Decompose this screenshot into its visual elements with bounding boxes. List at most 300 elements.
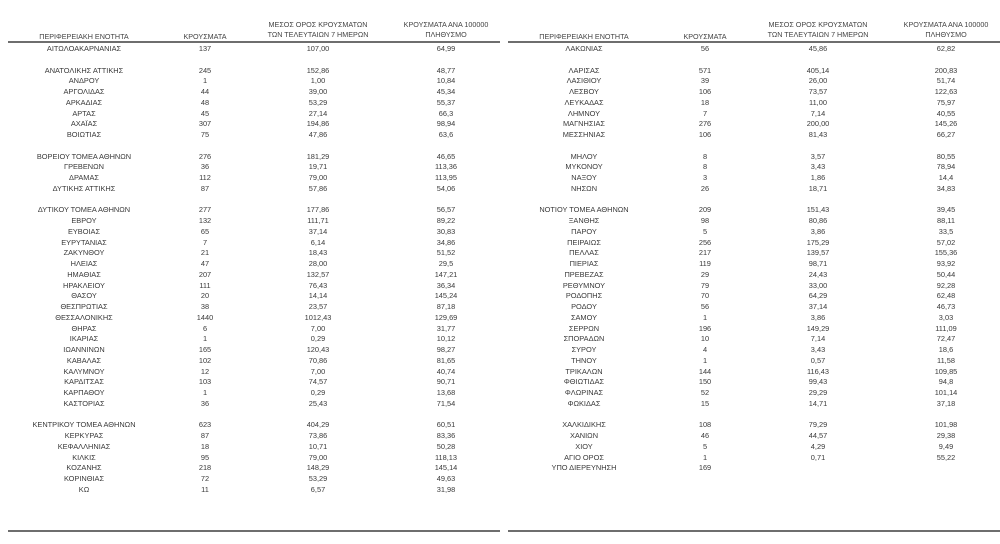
cell-avg7: 19,71	[308, 162, 328, 172]
cell-cases: 20	[200, 291, 210, 301]
cell-cases: 245	[198, 65, 212, 75]
header-per100k	[892, 20, 1000, 40]
cell-per100k: 92,28	[936, 280, 956, 290]
cell-region: ΚΕΦΑΛΛΗΝΙΑΣ	[57, 441, 111, 451]
cell-per100k: 60,51	[436, 420, 456, 430]
table-body-right	[508, 44, 1000, 474]
table-row	[508, 259, 1000, 270]
cell-region: ΠΕΙΡΑΙΩΣ	[567, 237, 601, 247]
table-row	[508, 162, 1000, 173]
cell-per100k: 45,34	[436, 87, 456, 96]
cell-region: ΕΥΒΟΙΑΣ	[67, 226, 101, 236]
cell-cases: 48	[200, 97, 210, 107]
cell-cases: 98	[700, 216, 710, 225]
cell-per100k: 66,3	[438, 108, 454, 118]
cell-region: ΑΧΑΪΑΣ	[70, 119, 98, 129]
table-row	[8, 485, 500, 496]
cell-per100k: 80,55	[936, 151, 956, 161]
cell-cases: 209	[698, 205, 712, 215]
table-row	[508, 324, 1000, 335]
cell-cases: 207	[198, 269, 212, 279]
table-row	[8, 281, 500, 292]
cell-region: ΗΡΑΚΛΕΙΟΥ	[63, 280, 105, 290]
cell-cases: 56	[700, 302, 710, 311]
cell-region: ΑΡΤΑΣ	[72, 108, 96, 118]
cell-per100k: 94,8	[938, 377, 954, 387]
cell-region: ΜΑΓΝΗΣΙΑΣ	[563, 119, 605, 129]
cell-region: ΝΑΞΟΥ	[571, 173, 597, 182]
cell-per100k: 71,54	[436, 398, 456, 408]
cell-avg7: 149,29	[806, 323, 830, 333]
cell-avg7: 53,29	[308, 97, 328, 107]
cell-cases: 26	[700, 183, 710, 193]
table-row	[508, 377, 1000, 388]
cell-cases: 75	[200, 130, 210, 139]
cell-cases: 44	[200, 87, 210, 96]
cell-region: ΣΠΟΡΑΔΩΝ	[563, 334, 605, 344]
cell-avg7: 73,57	[808, 87, 828, 96]
table-row	[508, 238, 1000, 249]
table-row	[508, 302, 1000, 313]
cell-region: ΝΟΤΙΟΥ ΤΟΜΕΑ ΑΘΗΝΩΝ	[539, 205, 629, 215]
cell-region: ΑΓΙΟ ΟΡΟΣ	[564, 452, 604, 462]
cell-region: ΣΑΜΟΥ	[570, 312, 598, 322]
cell-cases: 46	[700, 431, 710, 440]
cell-cases: 3	[702, 173, 708, 182]
header-avg7-line2: ΤΩΝ ΤΕΛΕΥΤΑΙΩΝ 7 ΗΜΕΡΩΝ	[767, 30, 869, 39]
cell-avg7: 23,57	[308, 302, 328, 311]
table-row	[8, 184, 500, 195]
cell-per100k: 34,83	[936, 183, 956, 193]
cell-region: ΧΙΟΥ	[575, 441, 593, 451]
cell-region: ΚΕΡΚΥΡΑΣ	[64, 431, 104, 440]
cell-avg7: 1,86	[810, 173, 826, 182]
cell-per100k: 31,77	[436, 323, 456, 333]
cell-cases: 106	[698, 87, 712, 96]
cell-cases: 137	[198, 44, 212, 53]
table-row	[8, 98, 500, 109]
cell-per100k: 55,22	[936, 452, 956, 462]
cell-per100k: 98,94	[436, 119, 456, 129]
cell-region: ΠΙΕΡΙΑΣ	[569, 259, 599, 268]
cell-cases: 1	[202, 388, 208, 397]
cell-avg7: 28,00	[308, 259, 328, 268]
cell-avg7: 24,43	[808, 269, 828, 279]
cell-avg7: 98,71	[808, 259, 828, 268]
bottom-rule	[508, 530, 1000, 532]
cell-cases: 8	[702, 162, 708, 172]
cell-cases: 5	[702, 441, 708, 451]
cell-per100k: 31,98	[436, 484, 456, 494]
table-row	[8, 259, 500, 270]
cell-per100k: 10,84	[436, 76, 456, 86]
cell-cases: 87	[200, 431, 210, 440]
cell-cases: 1	[702, 452, 708, 462]
table-row	[508, 227, 1000, 238]
table-row	[8, 345, 500, 356]
cell-per100k: 46,65	[436, 151, 456, 161]
table-row	[8, 227, 500, 238]
cell-per100k: 66,27	[936, 130, 956, 139]
cell-avg7: 132,57	[306, 269, 330, 279]
cell-avg7: 177,86	[306, 205, 330, 215]
cell-avg7: 139,57	[806, 248, 830, 258]
table-row	[8, 442, 500, 453]
cell-cases: 108	[698, 420, 712, 430]
cell-cases: 1440	[196, 312, 214, 322]
cell-avg7: 0,29	[310, 334, 326, 344]
cell-avg7: 47,86	[308, 130, 328, 139]
table-row	[508, 44, 1000, 55]
cell-per100k: 10,12	[436, 334, 456, 344]
cell-region: ΠΕΛΛΑΣ	[569, 248, 599, 258]
table-row	[8, 474, 500, 485]
table-row	[508, 87, 1000, 98]
cell-per100k: 33,5	[938, 226, 954, 236]
cell-per100k: 63,6	[438, 130, 454, 139]
bottom-rule	[8, 530, 500, 532]
cell-cases: 11	[201, 484, 209, 494]
cell-per100k: 51,74	[936, 76, 956, 86]
table-row	[8, 205, 500, 216]
cell-region: ΠΡΕΒΕΖΑΣ	[564, 269, 604, 279]
cell-avg7: 79,00	[308, 452, 328, 462]
cell-per100k: 88,11	[937, 216, 955, 225]
cell-avg7: 33,00	[808, 280, 828, 290]
cell-region: ΦΘΙΩΤΙΔΑΣ	[563, 377, 605, 387]
cell-cases: 52	[700, 388, 710, 397]
table-row	[508, 66, 1000, 77]
cell-per100k: 14,4	[938, 173, 954, 182]
cell-cases: 112	[199, 173, 211, 182]
cell-region: ΦΛΩΡΙΝΑΣ	[564, 388, 604, 397]
table-row	[8, 367, 500, 378]
cell-per100k: 40,55	[936, 108, 956, 118]
table-row	[8, 377, 500, 388]
table-row	[8, 238, 500, 249]
cell-per100k: 145,26	[934, 119, 958, 129]
cell-cases: 7	[702, 108, 708, 118]
cell-cases: 623	[198, 420, 212, 430]
cell-region: ΣΕΡΡΩΝ	[568, 323, 600, 333]
cell-per100k: 145,24	[434, 291, 458, 301]
cell-per100k: 113,95	[434, 173, 458, 182]
cell-region: ΙΩΑΝΝΙΝΩΝ	[63, 345, 105, 354]
cell-avg7: 175,29	[806, 237, 830, 247]
table-row	[508, 76, 1000, 87]
cell-per100k: 30,83	[436, 226, 456, 236]
cell-per100k: 129,69	[434, 312, 458, 322]
cell-per100k: 98,27	[436, 345, 456, 354]
cell-avg7: 3,86	[810, 312, 826, 322]
table-row	[8, 291, 500, 302]
cell-per100k: 64,99	[436, 44, 456, 53]
header-per100k	[392, 20, 500, 40]
table-row	[508, 119, 1000, 130]
cell-per100k: 50,28	[436, 441, 456, 451]
table-header	[8, 16, 500, 40]
cell-avg7: 7,14	[810, 108, 826, 118]
table-row	[8, 463, 500, 474]
cell-region: ΡΕΘΥΜΝΟΥ	[562, 280, 606, 290]
cell-avg7: 81,43	[808, 130, 828, 139]
cell-cases: 1	[202, 334, 208, 344]
header-avg7	[744, 20, 892, 40]
table-row	[8, 44, 500, 55]
table-row	[8, 324, 500, 335]
table-row	[8, 356, 500, 367]
cell-avg7: 29,29	[808, 388, 828, 397]
header-region: ΠΕΡΙΦΕΡΕΙΑΚΗ ΕΝΟΤΗΤΑ	[39, 32, 129, 41]
table-row	[8, 388, 500, 399]
cell-per100k: 101,14	[934, 388, 958, 397]
cell-region: ΚΑΛΥΜΝΟΥ	[63, 366, 105, 376]
header-avg7	[244, 20, 392, 40]
cell-avg7: 148,29	[306, 463, 330, 473]
cell-per100k: 87,18	[436, 302, 456, 311]
header-rule	[508, 41, 1000, 43]
table-row	[508, 420, 1000, 431]
table-row	[8, 399, 500, 410]
cell-cases: 45	[200, 108, 210, 118]
table-row	[508, 431, 1000, 442]
header-avg7-line2: ΤΩΝ ΤΕΛΕΥΤΑΙΩΝ 7 ΗΜΕΡΩΝ	[267, 30, 369, 39]
cell-avg7: 80,86	[808, 216, 828, 225]
cell-per100k: 29,38	[936, 431, 956, 440]
cell-avg7: 14,14	[308, 291, 328, 301]
header-rule	[8, 41, 500, 43]
table-row	[8, 173, 500, 184]
cell-avg7: 79,00	[308, 173, 328, 182]
table-row	[508, 173, 1000, 184]
cell-region: ΑΙΤΩΛΟΑΚΑΡΝΑΝΙΑΣ	[46, 44, 122, 53]
cell-region: ΑΡΚΑΔΙΑΣ	[65, 97, 103, 107]
cell-avg7: 200,00	[806, 119, 830, 129]
cell-avg7: 405,14	[806, 65, 830, 75]
cell-region: ΚΑΡΔΙΤΣΑΣ	[64, 377, 104, 387]
header-region: ΠΕΡΙΦΕΡΕΙΑΚΗ ΕΝΟΤΗΤΑ	[539, 32, 629, 41]
cell-region: ΛΑΣΙΘΙΟΥ	[566, 76, 602, 86]
cell-cases: 1	[702, 355, 708, 365]
table-row	[508, 130, 1000, 141]
cell-cases: 12	[200, 366, 210, 376]
cell-region: ΠΑΡΟΥ	[571, 226, 597, 236]
cell-cases: 132	[198, 216, 212, 225]
cell-cases: 217	[698, 248, 712, 258]
cell-region: ΡΟΔΟΠΗΣ	[565, 291, 603, 301]
cell-avg7: 64,29	[808, 291, 828, 301]
cell-avg7: 76,43	[308, 280, 328, 290]
table-row	[508, 281, 1000, 292]
cell-avg7: 57,86	[308, 183, 328, 193]
cell-region: ΗΛΕΙΑΣ	[70, 259, 98, 268]
table-row	[508, 248, 1000, 259]
table-row	[8, 162, 500, 173]
table-row	[508, 367, 1000, 378]
table-row	[508, 313, 1000, 324]
cell-avg7: 45,86	[808, 44, 828, 53]
cell-cases: 119	[699, 259, 711, 268]
cell-cases: 39	[700, 76, 710, 86]
cell-cases: 29	[700, 269, 710, 279]
table-row	[508, 388, 1000, 399]
cell-avg7: 3,57	[810, 151, 826, 161]
cell-per100k: 29,5	[438, 259, 454, 268]
cell-region: ΘΕΣΠΡΩΤΙΑΣ	[60, 302, 108, 311]
cell-cases: 72	[200, 474, 210, 483]
header-per100k-line2: ΠΛΗΘΥΣΜΟ	[925, 30, 967, 39]
cell-avg7: 107,00	[306, 44, 330, 53]
table-row	[508, 356, 1000, 367]
cell-per100k: 55,37	[436, 97, 456, 107]
cell-cases: 276	[198, 151, 212, 161]
header-per100k-line1: ΚΡΟΥΣΜΑΤΑ ΑΝΑ 100000	[403, 20, 489, 29]
cell-region: ΛΕΥΚΑΔΑΣ	[564, 97, 604, 107]
cell-per100k: 147,21	[434, 269, 458, 279]
table-row	[508, 109, 1000, 120]
table-row	[508, 152, 1000, 163]
cell-region: ΚΟΡΙΝΘΙΑΣ	[63, 474, 105, 483]
table-row	[508, 184, 1000, 195]
cell-avg7: 53,29	[308, 474, 328, 483]
cell-per100k: 54,06	[436, 183, 456, 193]
cell-avg7: 27,14	[308, 108, 328, 118]
cell-per100k: 11,58	[937, 355, 955, 365]
cell-region: ΘΗΡΑΣ	[71, 323, 97, 333]
table-body-left	[8, 44, 500, 496]
table-row	[508, 216, 1000, 227]
cell-per100k: 13,68	[436, 388, 456, 397]
cell-per100k: 155,36	[934, 248, 958, 258]
table-header	[508, 16, 1000, 40]
table-row	[508, 205, 1000, 216]
cell-avg7: 7,14	[810, 334, 826, 344]
cell-region: ΒΟΡΕΙΟΥ ΤΟΜΕΑ ΑΘΗΝΩΝ	[36, 151, 132, 161]
cell-avg7: 0,71	[810, 452, 826, 462]
cell-cases: 5	[702, 226, 708, 236]
cell-region: ΛΗΜΝΟΥ	[567, 108, 601, 118]
cell-per100k: 90,71	[436, 377, 456, 387]
cell-region: ΤΡΙΚΑΛΩΝ	[565, 366, 603, 376]
cell-per100k: 122,63	[934, 87, 958, 96]
cell-avg7: 116,43	[806, 366, 830, 376]
cell-cases: 1	[702, 312, 708, 322]
cell-cases: 150	[698, 377, 712, 387]
cell-per100k: 89,22	[436, 216, 456, 225]
cell-cases: 4	[702, 345, 708, 354]
table-row	[8, 453, 500, 464]
cell-region: ΚΕΝΤΡΙΚΟΥ ΤΟΜΕΑ ΑΘΗΝΩΝ	[32, 420, 136, 430]
cell-cases: 256	[698, 237, 712, 247]
cell-avg7: 6,57	[310, 484, 326, 494]
table-row	[8, 130, 500, 141]
cell-avg7: 18,71	[808, 183, 828, 193]
cell-cases: 111	[199, 280, 211, 290]
table-row	[8, 76, 500, 87]
cell-cases: 196	[698, 323, 712, 333]
cell-cases: 79	[700, 280, 710, 290]
cell-per100k: 39,45	[936, 205, 956, 215]
cell-avg7: 99,43	[808, 377, 828, 387]
table-row	[8, 87, 500, 98]
cell-cases: 18	[200, 441, 210, 451]
cell-cases: 65	[200, 226, 210, 236]
cell-cases: 10	[700, 334, 710, 344]
cell-per100k: 3,03	[938, 312, 954, 322]
cell-per100k: 36,34	[436, 280, 456, 290]
cell-cases: 571	[698, 65, 712, 75]
cell-avg7: 14,71	[808, 398, 828, 408]
cell-avg7: 0,29	[310, 388, 326, 397]
cell-avg7: 3,86	[810, 226, 826, 236]
cell-avg7: 120,43	[306, 345, 330, 354]
cell-per100k: 40,74	[436, 366, 456, 376]
cell-region: ΚΑΣΤΟΡΙΑΣ	[63, 398, 105, 408]
cell-region: ΜΕΣΣΗΝΙΑΣ	[562, 130, 606, 139]
cell-region: ΓΡΕΒΕΝΩΝ	[64, 162, 104, 172]
cell-per100k: 78,94	[936, 162, 956, 172]
table-row	[8, 216, 500, 227]
table-row	[8, 270, 500, 281]
cell-avg7: 74,57	[308, 377, 328, 387]
table-row	[508, 453, 1000, 464]
cell-avg7: 7,00	[310, 366, 326, 376]
header-cases: ΚΡΟΥΣΜΑΤΑ	[183, 32, 227, 41]
cell-avg7: 0,57	[810, 355, 826, 365]
table-row	[8, 66, 500, 77]
cell-region: ΒΟΙΩΤΙΑΣ	[66, 130, 102, 139]
cell-cases: 307	[198, 119, 212, 129]
cell-per100k: 72,47	[936, 334, 956, 344]
cell-avg7: 79,29	[808, 420, 828, 430]
cell-avg7: 70,86	[308, 355, 328, 365]
cell-avg7: 3,43	[810, 162, 826, 172]
cell-avg7: 151,43	[806, 205, 830, 215]
cell-cases: 47	[200, 259, 210, 268]
cell-cases: 165	[198, 345, 212, 354]
table-row	[8, 334, 500, 345]
cell-region: ΙΚΑΡΙΑΣ	[69, 334, 99, 344]
cell-cases: 18	[700, 97, 710, 107]
cell-avg7: 6,14	[310, 237, 326, 247]
cell-per100k: 109,85	[934, 366, 958, 376]
cell-cases: 21	[200, 248, 210, 258]
cell-region: ΛΑΡΙΣΑΣ	[568, 65, 600, 75]
cell-region: ΚΩ	[78, 484, 90, 494]
table-row	[508, 98, 1000, 109]
cell-per100k: 75,97	[936, 97, 956, 107]
cell-cases: 144	[698, 366, 712, 376]
table-row	[8, 119, 500, 130]
cell-region: ΑΝΔΡΟΥ	[68, 76, 100, 86]
cell-cases: 70	[700, 291, 710, 301]
cell-per100k: 57,02	[936, 237, 956, 247]
cell-region: ΚΟΖΑΝΗΣ	[66, 463, 102, 473]
table-row	[8, 152, 500, 163]
table-row	[508, 291, 1000, 302]
cell-cases: 276	[698, 119, 712, 129]
cell-avg7: 37,14	[808, 302, 828, 311]
cell-per100k: 51,52	[436, 248, 456, 258]
cell-avg7: 11,00	[809, 97, 827, 107]
cell-avg7: 111,71	[307, 216, 329, 225]
cell-avg7: 152,86	[306, 65, 330, 75]
cell-region: ΕΒΡΟΥ	[71, 216, 97, 225]
cell-avg7: 10,71	[308, 441, 328, 451]
cell-avg7: 194,86	[306, 119, 330, 129]
cell-cases: 277	[198, 205, 212, 215]
cell-per100k: 37,18	[936, 398, 956, 408]
